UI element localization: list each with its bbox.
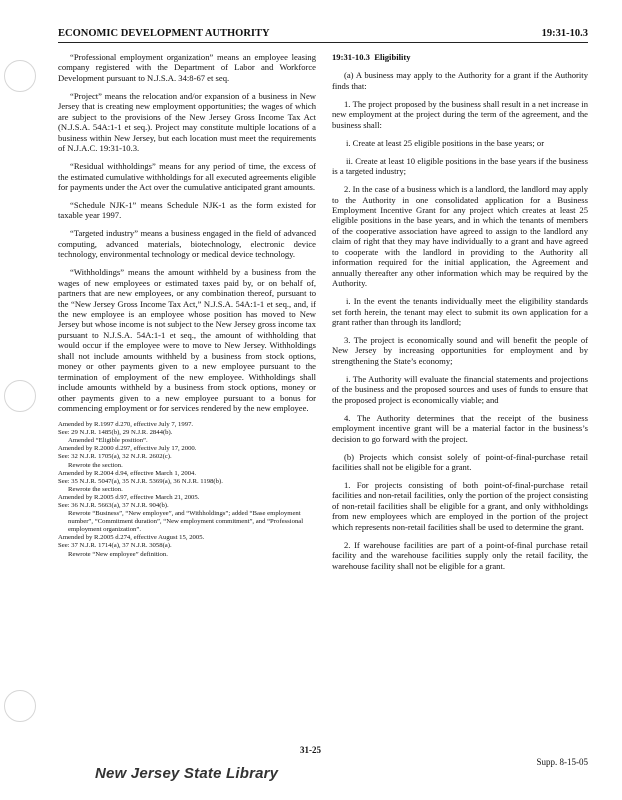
- subparagraph: i. Create at least 25 eligible positions in the base years; or: [346, 137, 545, 148]
- header-section: 19:31-10.3: [541, 28, 588, 39]
- history-line: Amended by R.2004 d.94, effective March 1, 2004.: [58, 469, 197, 477]
- history-line: Rewrote “Business”, “New employee”, and “Withholdings”; added “Base employment number”, “Commitment duration”, “New employment commitment”, and “Professional employment organization”.: [68, 510, 304, 534]
- paragraph: 1. The project proposed by the business shall result in a net increase in new employment at the project during the term of the agreement, and the business shall:: [332, 98, 588, 130]
- punch-hole: [4, 380, 36, 412]
- subparagraph: i. The Authority will evaluate the financial statements and projections of the business and the proposed sources and uses of funds to ensure that the proposed project is economically viable; and: [332, 373, 588, 405]
- history-line: See: 36 N.J.R. 5663(a), 37 N.J.R. 904(b).: [58, 501, 169, 509]
- history-line: See: 29 N.J.R. 1485(b), 29 N.J.R. 2844(b).: [58, 429, 173, 437]
- history-line: Amended by R.2005 d.97, effective March 21, 2005.: [58, 493, 200, 501]
- subparagraph: i. In the event the tenants individually meet the eligibility standards set forth herein, the tenant may elect to submit its own application for a grant rather than through its landlord;: [332, 296, 588, 328]
- history-line: Amended “Eligible position”.: [68, 437, 148, 445]
- paragraph: 2. In the case of a business which is a landlord, the landlord may apply to the Authority in one consolidated application for a Business Employment Incentive Grant for any project which creates at least 25 eligible positions in the base years, and in which the tenants of members of the cooperative association have agreed to assign to the landlord any claim of right that they may have individually to a grant and have agreed to cooperate with the landlord in providing to the Authority all information required for the initial application, the Agreement and annually thereafter any other information which may be required by the Authority.: [332, 184, 588, 289]
- history-line: See: 32 N.J.R. 1705(a), 32 N.J.R. 2602(c).: [58, 453, 172, 461]
- paragraph: 3. The project is economically sound and will benefit the people of New Jersey by increasing opportunities for employment and by strengthening the State’s economy;: [332, 334, 588, 366]
- definition: “Withholdings” means the amount withheld by a business from the wages of new employees or estimated taxes paid by, or on behalf of, partners that are new employees, or any combination thereof, pursuant to the “New Jersey Gross Income Tax Act,” N.J.S.A. 54A:1-1 et seq., and, if the new employee is an employee whose position has moved to New Jersey but whose income is not subject to the New Jersey gross income tax pursuant to N.J.S.A. 54A:1-1 et seq., the amount of withholding that would occur if the employee were to move to New Jersey. Withholdings shall not include amounts withheld by a business from stock options, money or other payments given to a new employee pursuant to the termination of employment of the new employee. Withholdings shall include amounts withheld by a business from stock options, money or other payments given to a new employee pursuant to a bonus for commencing employment or for services rendered by the new employee.: [58, 267, 316, 414]
- section-title: Eligibility: [374, 52, 411, 62]
- punch-hole: [4, 690, 36, 722]
- paragraph: (b) Projects which consist solely of point-of-final-purchase retail facilities shall not be eligible for a grant.: [332, 451, 588, 472]
- section-body: [332, 70, 588, 571]
- page-number: 31-25: [300, 745, 321, 755]
- paragraph: 1. For projects consisting of both point-of-final-purchase retail facilities and non-retail facilities, only the portion of the project consisting of non-retail facilities shall be eligible for a grant, and only withholdings from new employees which are employed in the portion of the project which represents non-retail facilities shall be used to determine the grant.: [332, 479, 588, 532]
- running-header: [58, 24, 588, 43]
- paragraph: 4. The Authority determines that the receipt of the business employment incentive grant will be a material factor in the business’s decision to go forward with the project.: [332, 412, 588, 444]
- punch-hole: [4, 60, 36, 92]
- definition: “Schedule NJK-1” means Schedule NJK-1 as the form existed for taxable year 1997.: [58, 199, 316, 221]
- definition: “Targeted industry” means a business engaged in the field of advanced computing, advanced materials, biotechnology, electronic device technology, environmental technology or medical device technology.: [58, 228, 316, 260]
- library-stamp: New Jersey State Library: [95, 765, 279, 782]
- section-heading: [332, 52, 588, 62]
- history-line: Amended by R.2005 d.274, effective August 15, 2005.: [58, 534, 205, 542]
- definition: “Professional employment organization” means an employee leasing company registered with the Department of Labor and Workforce Development pursuant to N.J.S.A. 34:8-67 et seq.: [58, 52, 316, 83]
- left-column: [58, 52, 316, 559]
- history-line: Rewrote the section.: [68, 461, 123, 469]
- history-line: See: 35 N.J.R. 5047(a), 35 N.J.R. 5369(a), 36 N.J.R. 1198(b).: [58, 477, 223, 485]
- header-title: ECONOMIC DEVELOPMENT AUTHORITY: [58, 28, 270, 39]
- history-line: Amended by R.1997 d.270, effective July 7, 1997.: [58, 421, 194, 429]
- history-line: Rewrote “New employee” definition.: [68, 550, 168, 558]
- history-notes: [58, 421, 316, 559]
- subparagraph: ii. Create at least 10 eligible positions in the base years if the business is a targeted industry;: [332, 155, 588, 177]
- history-line: Amended by R.2000 d.297, effective July 17, 2000.: [58, 445, 197, 453]
- history-line: Rewrote the section.: [68, 485, 123, 493]
- history-line: See: 37 N.J.R. 1714(a), 37 N.J.R. 3058(a).: [58, 542, 172, 550]
- right-column: [332, 52, 588, 579]
- supplement-date: Supp. 8-15-05: [536, 757, 588, 767]
- definition: “Project” means the relocation and/or expansion of a business in New Jersey that is creating new employment opportunities; the wages of which are subject to the provisions of the New Jersey Gross Income Tax Act (N.J.S.A. 54A:1-1 et seq.). Project may constitute multiple locations of a business within New Jersey, but each location must meet the requirements of N.J.A.C. 19:31-10.3.: [58, 90, 316, 154]
- paragraph: (a) A business may apply to the Authority for a grant if the Authority finds that:: [332, 70, 588, 91]
- paragraph: 2. If warehouse facilities are part of a point-of-final purchase retail facility and the warehouse facilities supply only the retail facility, the warehouse facility shall not be eligible for a grant.: [332, 539, 588, 571]
- section-number: 19:31-10.3: [332, 52, 370, 62]
- definition: “Residual withholdings” means for any period of time, the excess of the estimated cumulative withholdings for all executed agreements eligible for payments under the Act over the cumulative anticipated grant amounts.: [58, 161, 316, 192]
